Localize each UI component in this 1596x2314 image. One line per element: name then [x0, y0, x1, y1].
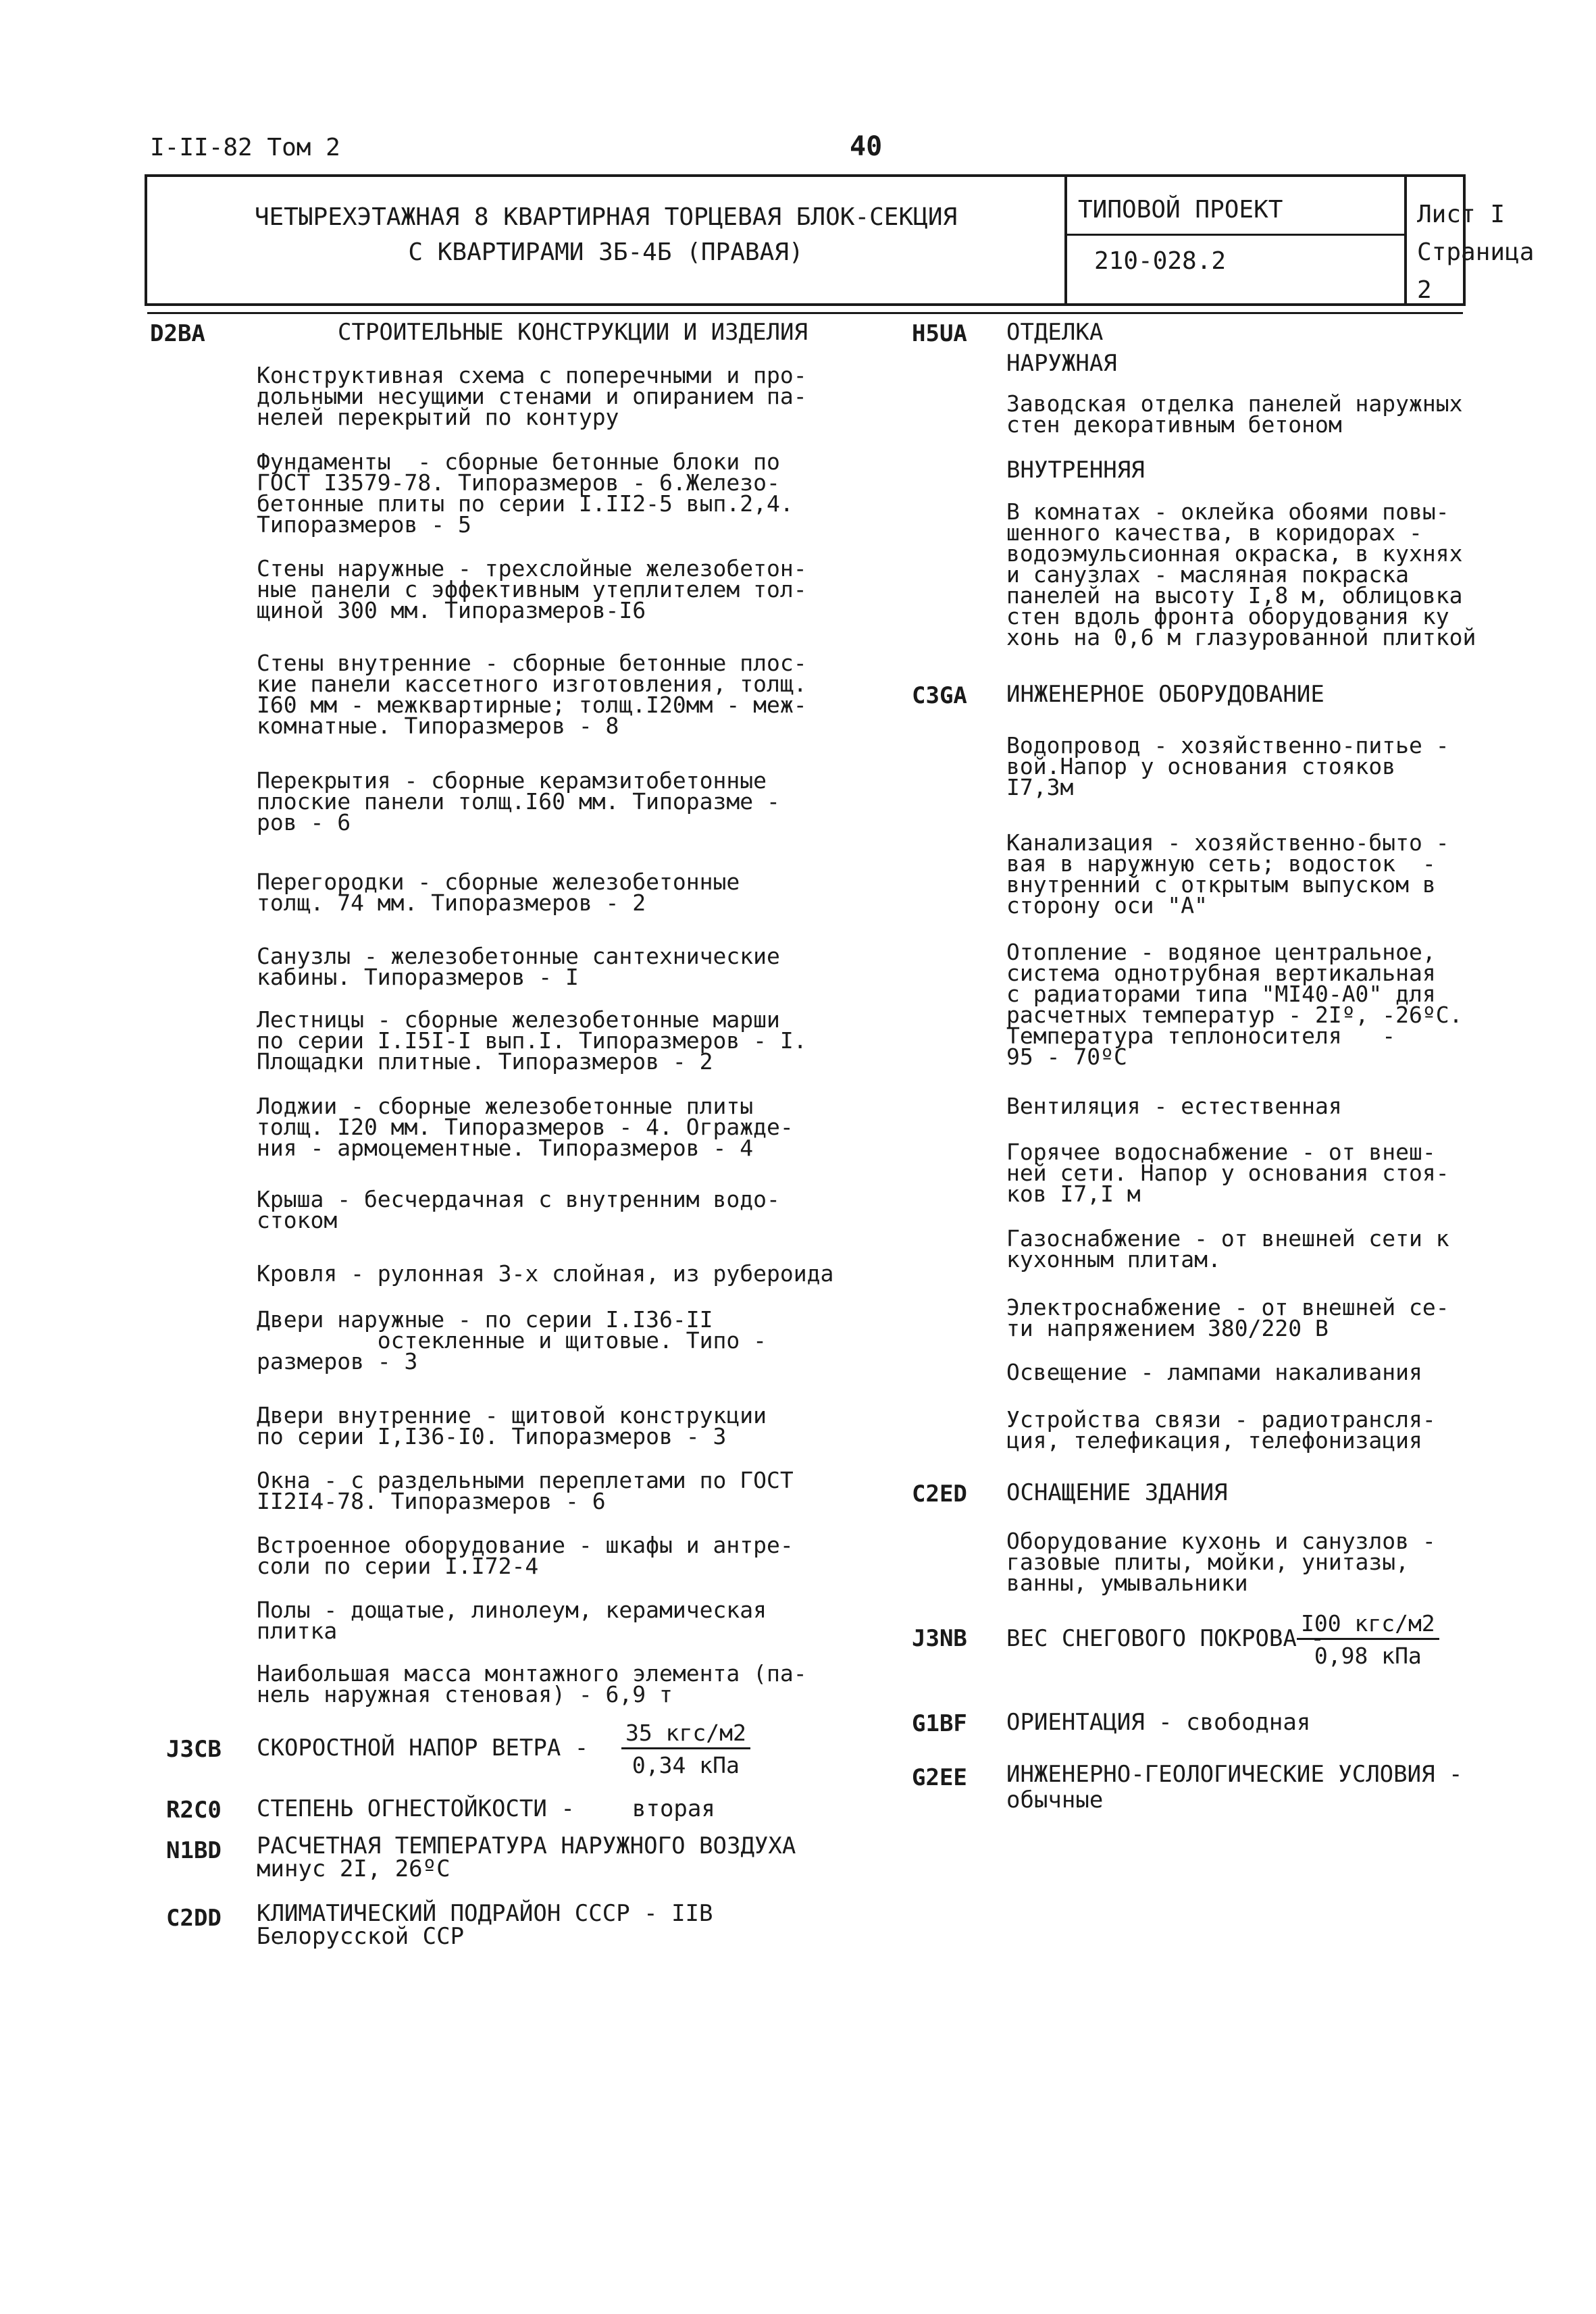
climate-value: Белорусской ССР: [257, 1923, 465, 1950]
climate-label: КЛИМАТИЧЕСКИЙ ПОДРАЙОН СССР - IIВ: [257, 1900, 713, 1927]
document-code: I-II-82 Том 2: [150, 134, 340, 161]
geology-code: G2EE: [912, 1764, 967, 1791]
paragraph-built-in: Встроенное оборудование - шкафы и антре- соли по серии I.I72-4: [257, 1532, 794, 1579]
orientation-text: ОРИЕНТАЦИЯ - свободная: [1006, 1709, 1311, 1736]
sheet-cell: [1417, 196, 1534, 309]
geology-block: [1006, 1762, 1463, 1813]
paragraph-foundations: Фундаменты - сборные бетонные блоки по ГОСТ I3579-78. Типоразмеров - 6.Железо- бетонные плиты по серии I.II2-5 вып.2,4. Типоразмеров - 5: [257, 448, 794, 538]
paragraph-inner-walls: Стены внутренние - сборные бетонные плос- кие панели кассетного изготовления, толщ. I60 мм - межквартирные; толщ.I20мм - меж- комнатные. Типоразмеров - 8: [257, 650, 807, 739]
climate-block: [257, 1902, 713, 1948]
divider: [1404, 177, 1407, 303]
snow-label: ВЕС СНЕГОВОГО ПОКРОВА -: [1006, 1625, 1324, 1652]
geology-label: ИНЖЕНЕРНО-ГЕОЛОГИЧЕСКИЕ УСЛОВИЯ -: [1006, 1761, 1463, 1788]
divider: [147, 312, 1463, 314]
paragraph-partitions: Перегородки - сборные железобетонные толщ. 74 мм. Типоразмеров - 2: [257, 869, 740, 916]
page-label: Страница 2: [1417, 238, 1535, 304]
paragraph-heating: Отопление - водяное центральное, система однотрубная вертикальная с радиаторами типа "МI40-А0" для расчетных температур - 2Iº, -26ºС. Температура теплоносителя - 95 - 70ºС: [1006, 939, 1463, 1070]
wind-value-kpa: 0,34 кПа: [632, 1752, 740, 1778]
title-line-1: ЧЕТЫРЕХЭТАЖНАЯ 8 КВАРТИРНАЯ ТОРЦЕВАЯ БЛОК-СЕКЦИЯ: [254, 203, 958, 231]
paragraph-outer-doors: Двери наружные - по серии I.I36-II остекленные и щитовые. Типо - размеров - 3: [257, 1306, 767, 1374]
temperature-block: [257, 1834, 796, 1880]
paragraph-gas: Газоснабжение - от внешней сети к кухонным плитам.: [1006, 1225, 1449, 1272]
section-heading: СТРОИТЕЛЬНЫЕ КОНСТРУКЦИИ И ИЗДЕЛИЯ: [338, 319, 808, 346]
paragraph-communications: Устройства связи - радиотрансля- ция, телефикация, телефонизация: [1006, 1406, 1436, 1454]
paragraph-windows: Окна - с раздельными переплетами по ГОСТ II2I4-78. Типоразмеров - 6: [257, 1467, 794, 1514]
climate-code: C2DD: [166, 1905, 222, 1932]
document-title: [147, 200, 1064, 270]
paragraph-ventilation: Вентиляция - естественная: [1006, 1093, 1342, 1119]
paragraph-floors-finish: Полы - дощатые, линолеум, керамическая плитка: [257, 1597, 767, 1644]
wind-value: [621, 1720, 750, 1778]
fire-value: вторая: [632, 1795, 715, 1822]
outer-finishing-heading: НАРУЖНАЯ: [1006, 350, 1117, 377]
paragraph-electricity: Электроснабжение - от внешней се- ти напряжением 380/220 В: [1006, 1294, 1449, 1341]
equipment-text: Оборудование кухонь и санузлов - газовые плиты, мойки, унитазы, ванны, умывальники: [1006, 1528, 1436, 1596]
snow-value-kgs: I00 кгс/м2: [1297, 1610, 1439, 1640]
paragraph-outer-walls: Стены наружные - трехслойные железобетон- ные панели с эффективным утеплителем тол- щиной 300 мм. Типоразмеров-I6: [257, 555, 807, 623]
inner-finishing-text: В комнатах - оклейка обоями повы- шенного качества, в коридорах - водоэмульсионная окраска, в кухнях и санузлах - масляная покраска панелей на высоту I,8 м, облицовка стен вдоль фронта оборудования ку хонь на 0,6 м глазурованной плиткой: [1006, 498, 1476, 650]
snow-code: J3NB: [912, 1625, 967, 1652]
fire-code: R2C0: [166, 1797, 222, 1824]
project-label: ТИПОВОЙ ПРОЕКТ: [1078, 196, 1283, 224]
snow-value: [1297, 1610, 1439, 1669]
paragraph-sewerage: Канализация - хозяйственно-быто - вая в наружную сеть; водосток - внутренний с открытым выпуском в сторону оси "А": [1006, 829, 1449, 919]
section-code: D2BA: [150, 320, 205, 347]
paragraph-roof: Крыша - бесчердачная с внутренним водо- стоком: [257, 1186, 780, 1233]
divider: [1064, 234, 1404, 236]
wind-label: СКОРОСТНОЙ НАПОР ВЕТРА -: [257, 1734, 589, 1762]
geology-value: обычные: [1006, 1786, 1104, 1814]
page-number: 40: [850, 131, 883, 162]
orientation-code: G1BF: [912, 1710, 967, 1737]
engineering-heading: ИНЖЕНЕРНОЕ ОБОРУДОВАНИЕ: [1006, 681, 1324, 708]
inner-finishing-heading: ВНУТРЕННЯЯ: [1006, 457, 1145, 484]
snow-value-kpa: 0,98 кПа: [1314, 1643, 1422, 1669]
divider: [1064, 177, 1067, 303]
fire-label: СТЕПЕНЬ ОГНЕСТОЙКОСТИ -: [257, 1795, 575, 1822]
project-number: 210-028.2: [1094, 247, 1227, 275]
paragraph-floors: Перекрытия - сборные керамзитобетонные плоские панели толщ.I60 мм. Типоразме - ров - 6: [257, 767, 780, 835]
engineering-code: C3GA: [912, 682, 967, 709]
finishing-code: H5UA: [912, 320, 967, 347]
title-line-2: С КВАРТИРАМИ 3Б-4Б (ПРАВАЯ): [408, 238, 804, 266]
paragraph-bathrooms: Санузлы - железобетонные сантехнические кабины. Типоразмеров - I: [257, 943, 780, 990]
sheet-label: Лист I: [1417, 201, 1505, 228]
finishing-heading: ОТДЕЛКА: [1006, 319, 1104, 346]
equipment-heading: ОСНАЩЕНИЕ ЗДАНИЯ: [1006, 1479, 1228, 1506]
outer-finishing-text: Заводская отделка панелей наружных стен декоративным бетоном: [1006, 390, 1463, 438]
paragraph-max-mass: Наибольшая масса монтажного элемента (па- нель наружная стеновая) - 6,9 т: [257, 1660, 807, 1707]
wind-code: J3CB: [166, 1736, 222, 1763]
paragraph-loggias: Лоджии - сборные железобетонные плиты толщ. I20 мм. Типоразмеров - 4. Огражде- ния - армоцементные. Типоразмеров - 4: [257, 1093, 794, 1161]
paragraph-water-supply: Водопровод - хозяйственно-питье - вой.Напор у основания стояков I7,3м: [1006, 732, 1449, 800]
temperature-value: минус 2I, 26ºС: [257, 1855, 451, 1882]
paragraph-roofing: Кровля - рулонная 3-х слойная, из рубероида: [257, 1260, 834, 1287]
temperature-label: РАСЧЕТНАЯ ТЕМПЕРАТУРА НАРУЖНОГО ВОЗДУХА: [257, 1832, 796, 1859]
paragraph-hot-water: Горячее водоснабжение - от внеш- ней сети. Напор у основания стоя- ков I7,I м: [1006, 1139, 1449, 1207]
temperature-code: N1BD: [166, 1837, 222, 1864]
equipment-code: C2ED: [912, 1481, 967, 1508]
paragraph-inner-doors: Двери внутренние - щитовой конструкции по серии I,I36-I0. Типоразмеров - 3: [257, 1402, 767, 1449]
wind-value-kgs: 35 кгс/м2: [621, 1720, 750, 1749]
paragraph-stairs: Лестницы - сборные железобетонные марши по серии I.I5I-I вып.I. Типоразмеров - I. Площадки плитные. Типоразмеров - 2: [257, 1006, 807, 1075]
title-block: [145, 174, 1535, 306]
paragraph-lighting: Освещение - лампами накаливания: [1006, 1359, 1422, 1385]
paragraph-scheme: Конструктивная схема с поперечными и про- дольными несущими стенами и опиранием па- нелей перекрытий по контуру: [257, 362, 807, 430]
